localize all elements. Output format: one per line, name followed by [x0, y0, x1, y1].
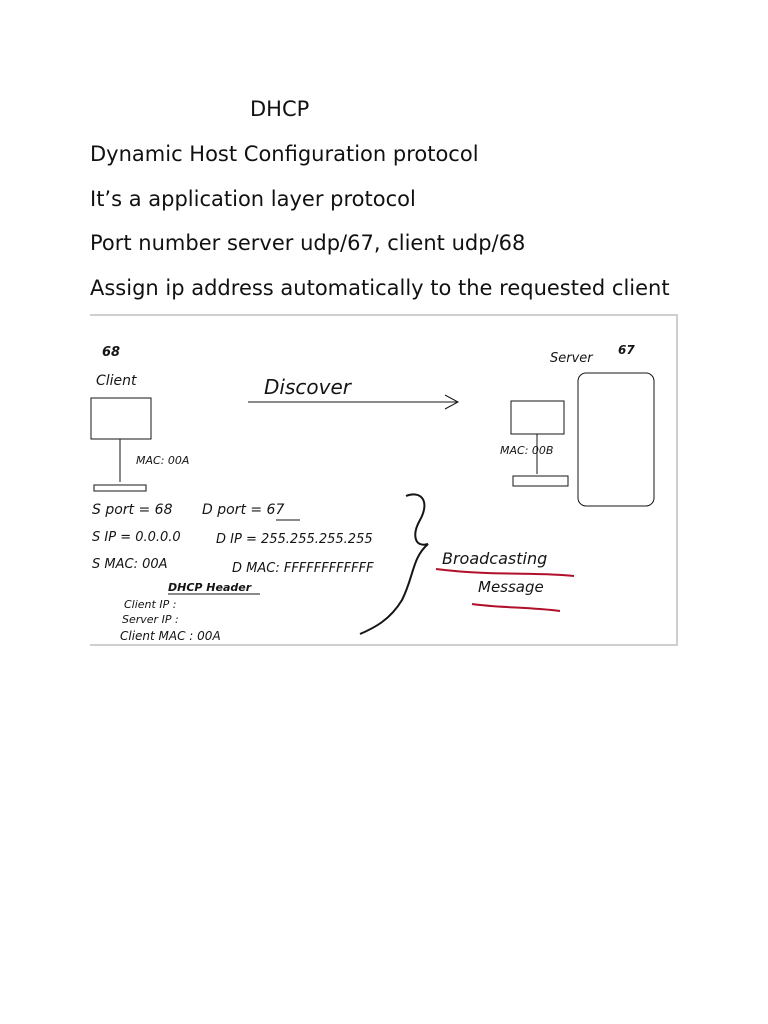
- client-keyboard-icon: [94, 485, 146, 491]
- server-label: Server: [550, 351, 593, 366]
- message-underline: [472, 604, 560, 611]
- message-label: Message: [478, 578, 544, 596]
- text-line-layer: It’s a application layer protocol: [90, 187, 416, 211]
- document-title: DHCP: [250, 97, 310, 121]
- dhcp-sketch-svg: [90, 314, 678, 646]
- source-mac-label: S MAC: 00A: [92, 557, 168, 572]
- text-line-purpose: Assign ip address automatically to the requested client: [90, 276, 670, 300]
- dhcp-header-label: DHCP Header: [168, 581, 252, 594]
- client-mac-label: MAC: 00A: [136, 454, 190, 467]
- source-ip-label: S IP = 0.0.0.0: [92, 530, 181, 545]
- client-port-label: 68: [102, 345, 121, 360]
- broadcasting-label: Broadcasting: [442, 549, 548, 568]
- client-label: Client: [96, 373, 137, 389]
- client-computer-icon: [91, 398, 151, 439]
- server-keyboard-icon: [513, 476, 568, 486]
- text-line-definition: Dynamic Host Configuration protocol: [90, 142, 479, 166]
- dhcp-sketch: [90, 314, 678, 646]
- discover-label: Discover: [264, 375, 351, 399]
- source-port-label: S port = 68: [92, 502, 173, 518]
- server-ip-field: Server IP :: [122, 613, 179, 626]
- destination-ip-label: D IP = 255.255.255.255: [216, 532, 373, 547]
- client-ip-field: Client IP :: [124, 598, 177, 611]
- server-tower-icon: [578, 373, 654, 506]
- text-line-ports: Port number server udp/67, client udp/68: [90, 231, 526, 255]
- destination-mac-label: D MAC: FFFFFFFFFFFF: [232, 561, 374, 576]
- server-port-label: 67: [618, 343, 635, 357]
- server-monitor-icon: [511, 401, 564, 434]
- client-mac-field: Client MAC : 00A: [120, 629, 221, 643]
- destination-port-label: D port = 67: [202, 502, 285, 518]
- broadcasting-underline: [436, 569, 574, 576]
- server-mac-label: MAC: 00B: [500, 444, 554, 457]
